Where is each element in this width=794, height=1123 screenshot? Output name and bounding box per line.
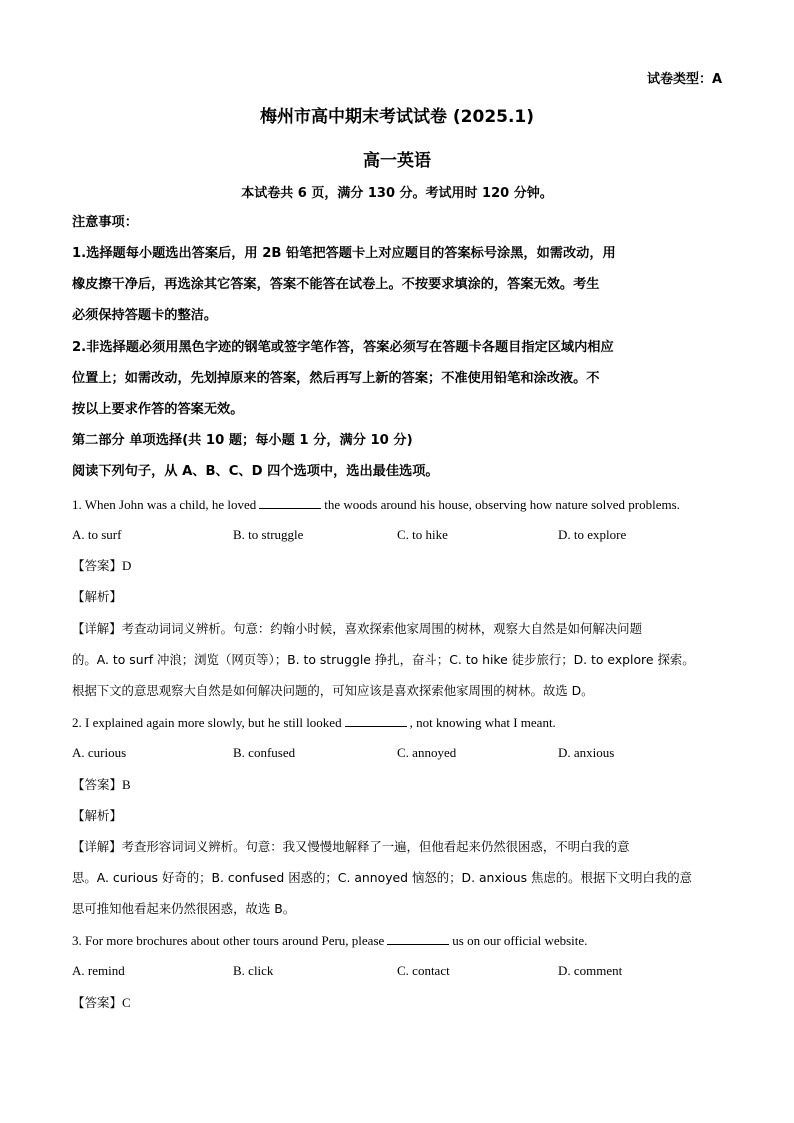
detail-label: 【详解】 xyxy=(72,621,122,636)
question-stem-after: us on our official website. xyxy=(452,933,588,948)
question-stem-after: the woods around his house, observing how nature solved problems. xyxy=(324,497,680,512)
answer-label: 【答案】 xyxy=(72,558,123,573)
option-d: D. anxious xyxy=(558,745,615,760)
section-title: 第二部分 单项选择(共 10 题；每小题 1 分，满分 10 分) xyxy=(72,433,413,448)
answer-value: C xyxy=(122,995,131,1010)
option-c: C. to hike xyxy=(397,527,448,542)
question-stem xyxy=(72,496,722,514)
answer-value: D xyxy=(122,558,132,573)
option-b: B. to struggle xyxy=(233,527,304,542)
detail-text: 考查形容词词义辨析。句意：我又慢慢地解释了一遍，但他看起来仍然很困惑，不明白我的意 xyxy=(121,839,630,854)
detail-line: 根据下文的意思观察大自然是如何解决问题的，可知应该是喜欢探索他家周围的树林。故选 D。 xyxy=(72,683,594,698)
option-a: A. curious xyxy=(72,745,127,760)
answer-row xyxy=(72,994,722,1012)
detail-line xyxy=(72,620,722,638)
answer-blank xyxy=(259,496,321,509)
question-stem-after: , not knowing what I meant. xyxy=(409,715,556,730)
detail-text: 考查动词词义辨析。句意：约翰小时候，喜欢探索他家周围的树林，观察大自然是如何解决问题 xyxy=(121,621,642,636)
answer-blank xyxy=(345,714,407,727)
answer-row xyxy=(72,776,722,794)
subject-title: 高一英语 xyxy=(363,151,431,171)
notice-line: 位置上；如需改动，先划掉原来的答案，然后再写上新的答案；不准使用铅笔和涂改液。不 xyxy=(72,371,600,386)
answer-label: 【答案】 xyxy=(72,995,123,1010)
option-c: C. contact xyxy=(397,963,450,978)
option-a: A. to surf xyxy=(72,527,122,542)
notice-line: 必须保持答题卡的整洁。 xyxy=(72,308,218,323)
answer-value: B xyxy=(122,777,131,792)
analysis-label: 【解析】 xyxy=(72,589,123,604)
exam-info: 本试卷共 6 页，满分 130 分。考试用时 120 分钟。 xyxy=(241,186,553,201)
option-c: C. annoyed xyxy=(397,745,457,760)
notice-line: 按以上要求作答的答案无效。 xyxy=(72,402,244,417)
detail-line: 的。A. to surf 冲浪；浏览（网页等）；B. to struggle 挣扎，奋斗；C. to hike 徒步旅行；D. to explore 探索。 xyxy=(72,652,695,667)
question-stem xyxy=(72,932,722,950)
notice-line: 1.选择题每小题选出答案后，用 2B 铅笔把答题卡上对应题目的答案标号涂黑，如需改动，用 xyxy=(72,246,616,261)
detail-label: 【详解】 xyxy=(72,839,122,854)
option-d: D. comment xyxy=(558,963,623,978)
option-b: B. confused xyxy=(233,745,296,760)
notice-line: 2.非选择题必须用黑色字迹的钢笔或签字笔作答，答案必须写在答题卡各题目指定区域内相应 xyxy=(72,340,614,355)
question-stem-before: 2. I explained again more slowly, but he still looked xyxy=(72,715,342,730)
paper-type-label: 试卷类型：A xyxy=(646,72,722,87)
option-b: B. click xyxy=(233,963,274,978)
answer-blank xyxy=(387,932,449,945)
question-stem-before: 3. For more brochures about other tours around Peru, please xyxy=(72,933,385,948)
detail-line: 思可推知他看起来仍然很困惑，故选 B。 xyxy=(72,901,296,916)
detail-line: 思。A. curious 好奇的；B. confused 困惑的；C. annoyed 恼怒的；D. anxious 焦虑的。根据下文明白我的意 xyxy=(72,870,693,885)
answer-row xyxy=(72,557,722,575)
notice-heading: 注意事项： xyxy=(72,215,138,230)
question-stem xyxy=(72,714,722,732)
option-a: A. remind xyxy=(72,963,125,978)
question-stem-before: 1. When John was a child, he loved xyxy=(72,497,257,512)
page-title: 梅州市高中期末考试试卷 (2025.1) xyxy=(259,107,535,127)
section-instruction: 阅读下列句子，从 A、B、C、D 四个选项中，选出最佳选项。 xyxy=(72,464,439,479)
analysis-label: 【解析】 xyxy=(72,808,123,823)
notice-line: 橡皮擦干净后，再选涂其它答案，答案不能答在试卷上。不按要求填涂的，答案无效。考生 xyxy=(72,277,600,292)
option-d: D. to explore xyxy=(558,527,627,542)
detail-line xyxy=(72,838,722,856)
answer-label: 【答案】 xyxy=(72,777,123,792)
